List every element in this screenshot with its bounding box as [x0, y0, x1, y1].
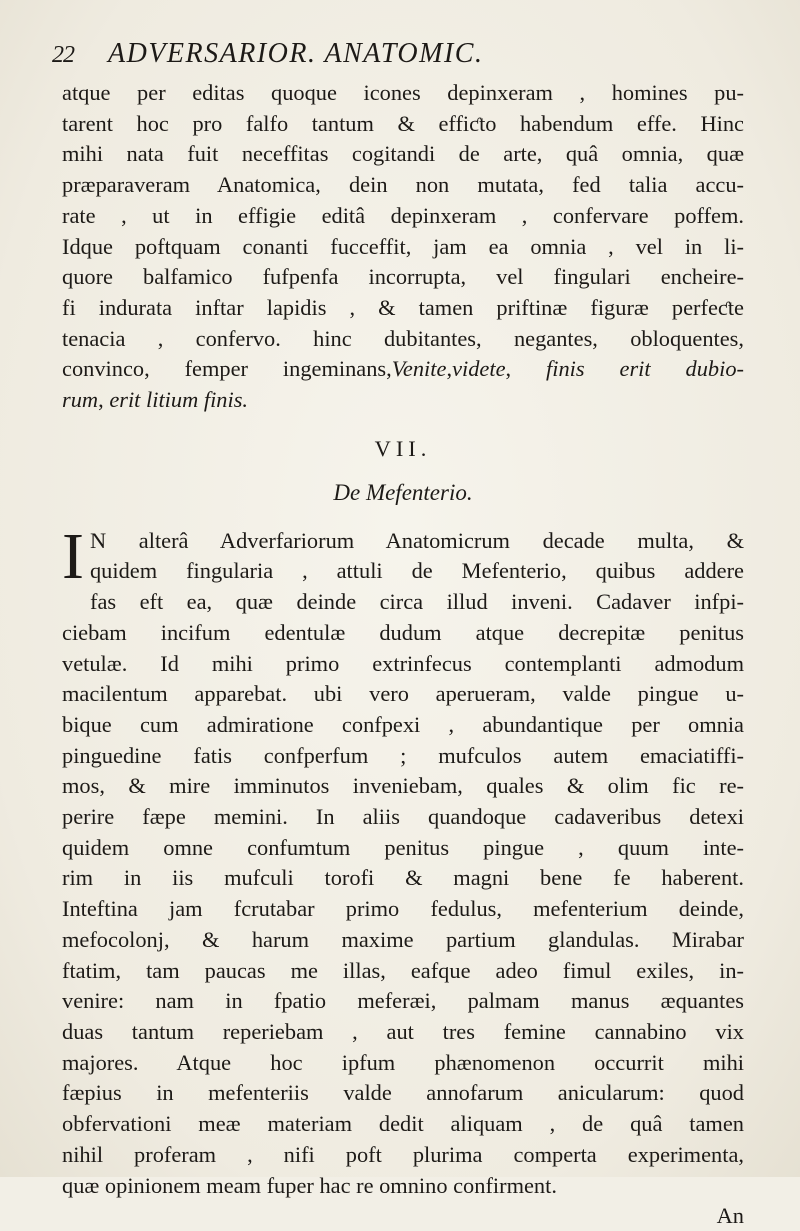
- text-line: Inteftina jam fcrutabar primo fedulus, mefenterium deinde,: [62, 896, 744, 922]
- text-line: quæ opinionem meam fuper hac re omnino confirment.: [62, 1172, 557, 1198]
- text-segment: ,: [505, 356, 512, 382]
- text-line: obfervationi meæ materiam dedit aliquam , de quâ tamen: [62, 1111, 744, 1137]
- italic-segment: videte: [452, 356, 506, 382]
- text-segment: ,: [98, 387, 104, 413]
- text-line: nihil proferam , nifi poft plurima comperta experimenta,: [62, 1141, 744, 1167]
- text-line: fæpius in mefenteriis valde annofarum anicularum: quod: [62, 1080, 744, 1106]
- text-line: fas eft ea, quæ deinde circa illud inveni. Cadaver infpi-: [89, 589, 744, 615]
- text-line: rate , ut in effigie editâ depinxeram , confervare poffem.: [62, 202, 744, 228]
- text-line: ftatim, tam paucas me illas, eafque adeo fimul exiles, in-: [62, 957, 744, 983]
- text-line: quidem fingularia , attuli de Mefenterio, quibus addere: [89, 558, 744, 584]
- text-line-mixed: [62, 354, 744, 385]
- catchword: An: [716, 1203, 744, 1229]
- text-segment: convinco, femper ingeminans,: [62, 356, 392, 382]
- paragraph-main: [62, 519, 744, 1201]
- text-line: majores. Atque hoc ipfum phænomenon occurrit mihi: [62, 1049, 744, 1075]
- running-title: ADVERSARIOR. ANATOMIC.: [108, 38, 484, 69]
- text-line: tenacia , confervo. hinc dubitantes, negantes, obloquentes,: [62, 325, 744, 351]
- text-line: vetulæ. Id mihi primo extrinfecus contemplanti admodum: [62, 650, 744, 676]
- text-line: bique cum admiratione confpexi , abundantique per omnia: [62, 711, 744, 737]
- text-line: mihi nata fuit neceffitas cogitandi de arte, quâ omnia, quæ: [62, 141, 744, 167]
- section-title: De Mefenterio.: [333, 479, 473, 505]
- text-line: præparaveram Anatomica, dein non mutata, fed talia accu-: [62, 172, 744, 198]
- italic-segment: finis erit dubio-: [546, 356, 744, 382]
- drop-cap: I: [62, 519, 84, 593]
- text-line: mefocolonj, & harum maxime partium glandulas. Mirabar: [62, 926, 744, 952]
- section-number: VII.: [374, 435, 432, 461]
- text-line: pinguedine fatis confperfum ; mufculos autem emaciatiffi-: [62, 742, 744, 768]
- text-line: fi indurata inftar lapidis , & tamen priftinæ figuræ perfeƈte: [62, 294, 744, 320]
- text-line: mos, & mire imminutos inveniebam, quales & olim fic re-: [62, 773, 744, 799]
- text-line: quidem omne confumtum penitus pingue , quum inte-: [62, 834, 744, 860]
- text-line: quore balfamico fufpenfa incorrupta, vel fingulari encheire-: [62, 264, 744, 290]
- running-head: [52, 38, 744, 72]
- text-line-mixed: [62, 385, 744, 416]
- text-line: tarent hoc pro falfo tantum & effiƈto habendum effe. Hinc: [62, 110, 744, 136]
- paragraph-continuation: [62, 78, 744, 416]
- text-line: macilentum apparebat. ubi vero aperueram, valde pingue u-: [62, 681, 744, 707]
- italic-segment: erit litium finis.: [109, 387, 249, 413]
- text-line: ciebam incifum edentulæ dudum atque decrepitæ penitus: [62, 619, 744, 645]
- italic-segment: Venite: [391, 356, 447, 382]
- italic-segment: rum: [62, 387, 99, 413]
- text-line: rim in iis mufculi torofi & magni bene fe haberent.: [62, 865, 744, 891]
- text-line: Idque poftquam conanti fucceffit, jam ea omnia , vel in li-: [62, 233, 744, 259]
- text-line: duas tantum reperiebam , aut tres femine cannabino vix: [62, 1018, 744, 1044]
- text-line: perire fæpe memini. In aliis quandoque cadaveribus detexi: [62, 804, 744, 830]
- text-segment: ,: [446, 356, 453, 382]
- page-number: 22: [52, 42, 74, 68]
- text-line: atque per editas quoque icones depinxeram , homines pu-: [62, 80, 744, 105]
- text-line: N alterâ Adverfariorum Anatomicrum decade multa, &: [89, 527, 744, 553]
- text-line: venire: nam in fpatio meferæi, palmam manus æquantes: [62, 988, 744, 1014]
